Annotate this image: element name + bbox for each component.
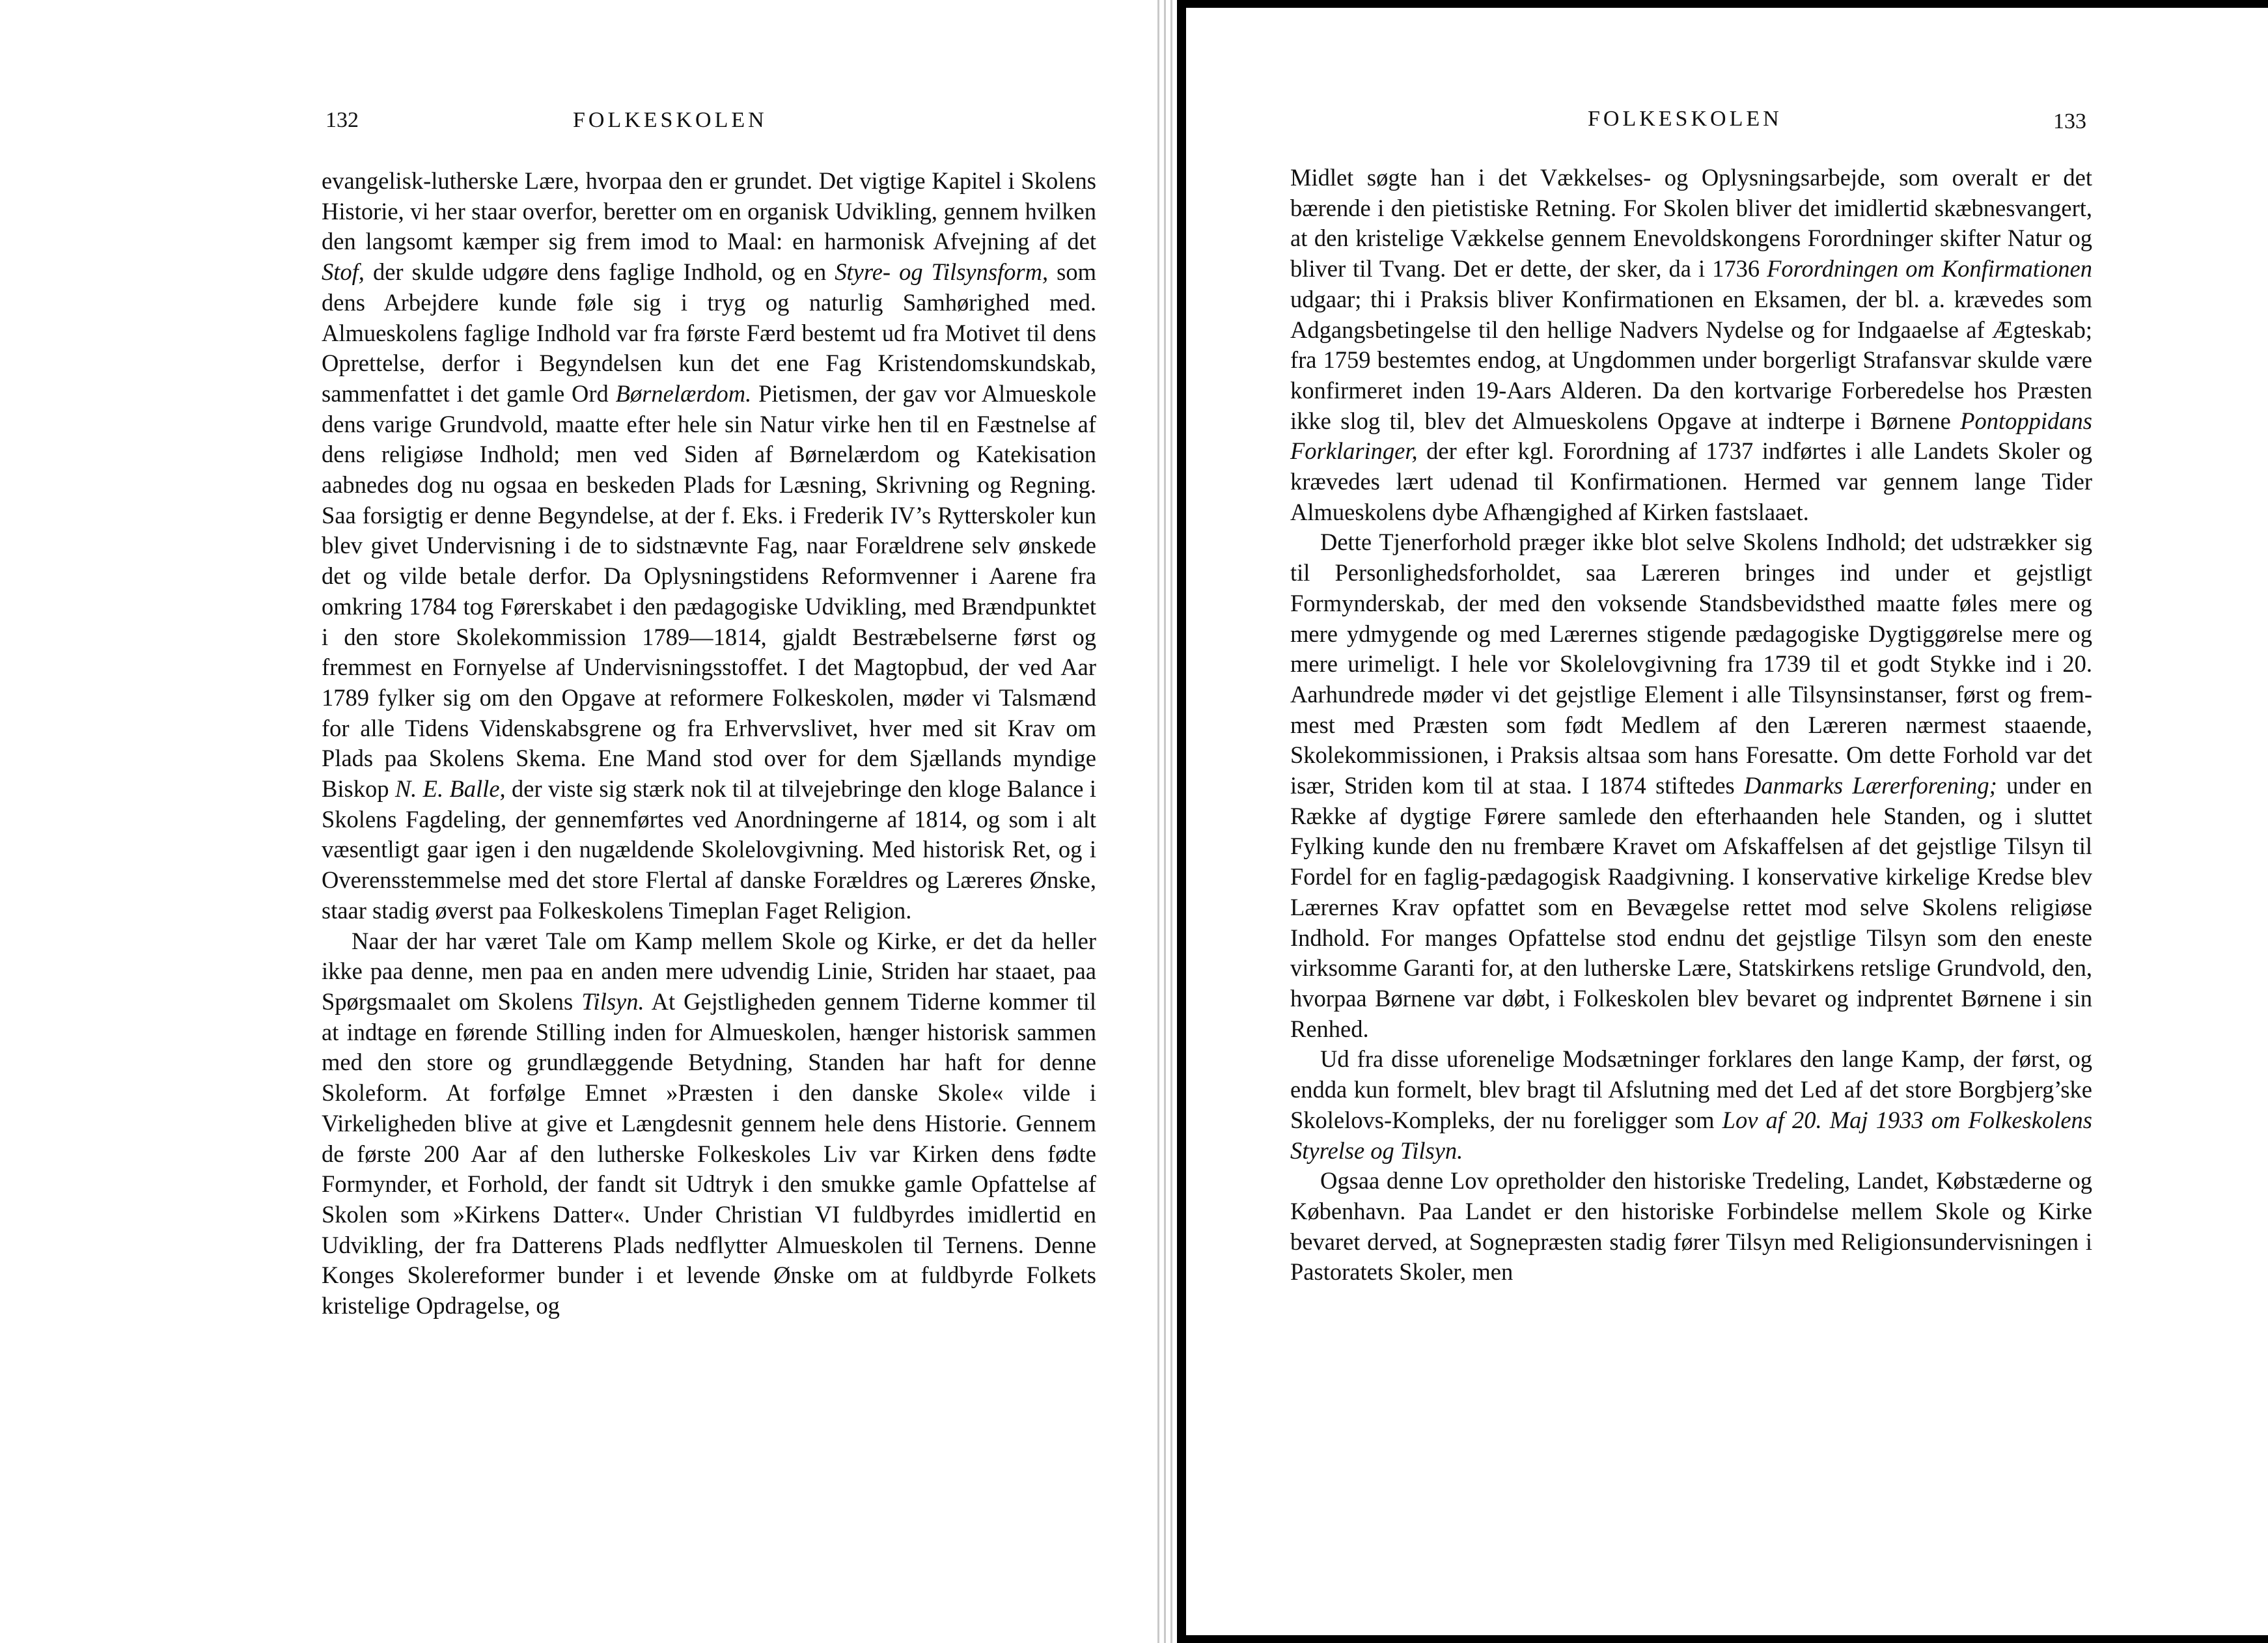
paragraph [1290, 1166, 2092, 1288]
paragraph [1290, 1044, 2092, 1166]
paragraph [322, 166, 1096, 926]
body-text [1290, 163, 2092, 1288]
text-run: At Gejstligheden gennem Tiderne kommer til at indtage en førende Stilling inden for Almueskolen, hænger historisk sammen med den store og grundlæggende Betydning, Standen har haft for denne Skoleform. At forfølge Emnet »Præsten i den danske Skole« vilde i Virkeligheden blive at give et Længdesnit gennem hele dens Historie. Gennem de første 200 Aar af den lutherske Folkeskoles Liv var Kirken dens fødte Formynder, et Forhold, der fandt sit Udtryk i den smukke gamle Opfattelse af Skolen som »Kirkens Datter«. Under Christian VI fuldbyrdes imidlertid en Udvikling, der fra Datterens Plads nedflytter Almueskolen til Ternens. Denne Konges Skolereformer bunder i et levende Ønske om at fuldbyrde Folkets kristelige Opdragelse, og [322, 987, 1096, 1319]
italic-text-run: N. E. Balle, [394, 775, 506, 803]
italic-text-run: Børnelærdom. [615, 380, 752, 407]
text-run: Naar der har været Tale om Kamp mellem Skole og Kirke, er det da heller ikke paa denne, men paa en anden mere udvendig Linie, Striden har staaet, paa Spørgsmaalet om Skolens [322, 927, 1096, 1015]
italic-text-run: Stof, [322, 258, 365, 286]
text-run: udgaar; thi i Praksis bliver Konfirmationen en Eksamen, der bl. a. krævedes som Adgangsbetingelse til den hellige Nadvers Nydelse og for Indgaaelse af Ægteskab; fra 1759 bestemtes endog, at Ungdommen under borgerligt Strafansvar skulde være konfirmeret inden 19-Aars Alderen. Da den kortvarige Forberedelse hos Præsten ikke slog til, blev det Almueskolens Opgave at indterpe i Børnene [1290, 285, 2092, 434]
italic-text-run: Lov af 20. Maj 1933 om Folkeskolens Styrelse og Tilsyn. [1290, 1106, 2092, 1164]
page-edge-line [1164, 0, 1166, 1643]
text-run: Ud fra disse uforenelige Modsætninger forklares den lange Kamp, der først, og endda kun formelt, blev bragt til Afslutning med det Led af det store Borgbjerg’ske Skolelovs-Kompleks, der nu foreligger som [1290, 1045, 2092, 1133]
paragraph [322, 926, 1096, 1321]
page-edge-line [1157, 0, 1159, 1643]
text-run: der skulde udgøre dens faglige Indhold, og en [364, 258, 835, 286]
paragraph [1290, 527, 2092, 1044]
running-head: FOLKESKOLEN [573, 108, 768, 132]
text-run: Ogsaa denne Lov opretholder den historiske Tredeling, Landet, Købstæderne og København. Paa Landet er den historiske Forbindelse mellem Skole og Kirke bevaret derved, at Sognepræsten stadig fører Tilsyn med Religionsundervisningen i Pastoratets Skoler, men [1290, 1167, 2092, 1286]
text-run: Pietismen, der gav vor Almueskole dens varige Grundvold, maatte efter hele sin Natur virke hen til en Fæstnelse af dens religiøse Indhold; men ved Siden af Børnelærdom og Katekisation aabnedes dog nu ogsaa en beskeden Plads for Læsning, Skrivning og Regning. Saa forsigtig er denne Begyndelse, at der f. Eks. i Frederik IV’s Rytterskoler kun blev givet Undervisning i de to sidstnævnte Fag, naar Forældrene selv ønskede det og vilde betale derfor. Da Oplysningstidens Reformvenner i Aarene fra omkring 1784 tog Førerskabet i den pædagogiske Udvikling, med Brændpunktet i den store Skolekommission 1789—1814, gjaldt Bestræbelserne først og fremmest en Fornyelse af Undervisningsstoffet. I det Magtopbud, der ved Aar 1789 fylker sig om den Opgave at reformere Folkeskolen, møder vi Talsmænd for alle Tidens Videnskabsgrene og fra Erhvervslivet, hver med sit Krav om Plads paa Skolens Skema. Ene Mand stod over for dem Sjællands myndige Biskop [322, 380, 1096, 803]
page-number: 132 [325, 108, 359, 132]
text-run: evangelisk-lutherske Lære, hvorpaa den er grundet. Det vigtige Kapitel i Skolens Historie, vi her staar overfor, beretter om en organisk Udvikling, gennem hvilken den langsomt kæmper sig frem imod to Maal: en harmonisk Afvejning af det [322, 167, 1096, 255]
text-run: under en Række af dygtige Førere samlede den efterhaanden hele Standen, og i sluttet Fylking kunde den nu frembære Kravet om Afskaffelsen af det gejstlige Tilsyn til Fordel for en faglig-pædagogisk Raadgivning. I konservative kirkelige Kredse blev Lærernes Krav opfattet som en Bevægelse rettet mod selve Skolens religiøse Indhold. For manges Opfattelse stod endnu det gejstlige Tilsyn som den eneste virksomme Garanti for, at den lutherske Lære, Statskirkens retslige Grundvold, den, hvorpaa Børnene var døbt, i Folkeskolen blev bevaret og indprentet Børnene i sin Renhed. [1290, 772, 2093, 1042]
text-run: Dette Tjenerforhold præger ikke blot selve Skolens Indhold; det udstrækker sig til Personlighedsforholdet, saa Læreren bringes ind under et gejstligt Formynderskab, der med den voksende Standsbevidsthed maatte føles mere og mere ydmygende og med Lærernes stigende pædagogiske Dygtiggørelse mere og mere urimeligt. I hele vor Skolelovgivning fra 1739 til et godt Stykke ind i 20. Aarhundrede møder vi det gejstlige Element i alle Tilsynsinstanser, først og fremmest med Præsten som født Medlem af den Læreren nærmest staaende, Skolekommissionen, i Praksis altsaa som hans Foresatte. Om dette Forhold var det især, Striden kom til at staa. I 1874 stiftedes [1290, 529, 2092, 799]
right-page [1186, 8, 2268, 1635]
italic-text-run: Forordningen om Konfirmationen [1767, 255, 2092, 283]
text-run: der viste sig stærk nok til at tilvejebringe den kloge Balance i Skolens Fagdeling, der gennemførtes ved Anordningerne af 1814, og som i alt væsentligt gaar igen i den nugældende Skolelovgivning. Med historisk Ret, og i Overensstemmelse med det store Flertal af danske Forældres og Læreres Ønske, staar stadig øverst paa Folkeskolens Timeplan Faget Religion. [322, 775, 1096, 924]
text-run: der efter kgl. Forordning af 1737 indførtes i alle Landets Skoler og krævedes lært udenad til Konfirmationen. Hermed var gennem lange Tider Almueskolens dybe Afhængighed af Kirken fastslaaet. [1290, 437, 2092, 525]
italic-text-run: Danmarks Lærerforening; [1744, 772, 1997, 799]
text-run: Midlet søgte han i det Vækkelses- og Oplysningsarbejde, som overalt er det bærende i den pietistiske Retning. For Skolen bliver det imidlertid skæbnesvangert, at den kristelige Vækkelse gennem Enevoldskongens Forordninger skifter Natur og bliver til Tvang. Det er dette, der sker, da i 1736 [1290, 164, 2092, 283]
italic-text-run: Styre- og Tilsynsform, [835, 258, 1049, 286]
italic-text-run: Tilsyn. [581, 987, 644, 1015]
paragraph [1290, 163, 2092, 527]
body-text [322, 166, 1096, 1321]
page-edge-line [1170, 0, 1172, 1643]
running-head: FOLKESKOLEN [1588, 107, 1782, 131]
italic-text-run: Pontoppidans Forklaringer, [1290, 407, 2092, 465]
text-run: som dens Arbejdere kunde føle sig i tryg og naturlig Samhørighed med. Almueskolens faglige Indhold var fra første Færd bestemt ud fra Motivet til dens Oprettelse, derfor i Begyndelsen kun det ene Fag Kristendomskundskab, sammenfattet i det gamle Ord [322, 258, 1096, 407]
page-number: 133 [2053, 109, 2086, 133]
